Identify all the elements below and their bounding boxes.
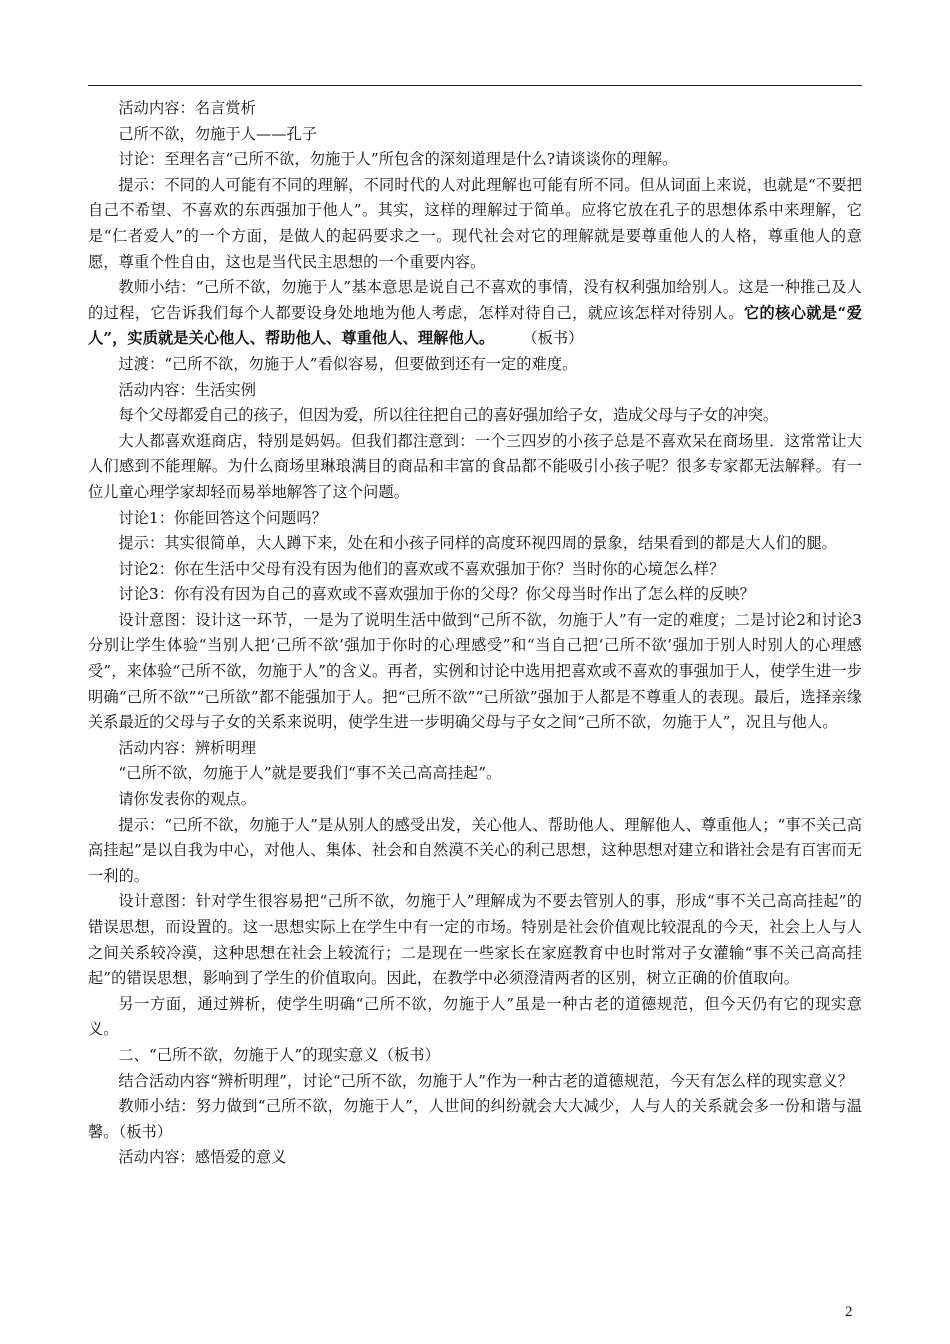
- paragraph: 过渡：“己所不欲，勿施于人”看似容易，但要做到还有一定的难度。: [118, 354, 578, 373]
- paragraph: 讨论：至理名言“己所不欲，勿施于人”所包含的深刻道理是什么?请谈谈你的理解。: [118, 150, 678, 169]
- body-text: [88, 96, 862, 1171]
- paragraph: 提示：“己所不欲，勿施于人”是从别人的感受出发，关心他人、帮助他人、理解他人、尊重他人；“事不关己高高挂起”是以自我为中心，对他人、集体、社会和自然漠不关心的利己思想，这种思想对建立和谐社会是有百害而无一利的。: [88, 815, 862, 885]
- paragraph-text: 教师小结：“己所不欲，勿施于人”基本意思是说自己不喜欢的事情，没有权利强加给别人。这是一种推己及人的过程，它告诉我们每个人都要设身处地地为他人考虑，怎样对待自己，就应该怎样对待别人。: [88, 278, 862, 322]
- page-number: 2: [845, 1304, 853, 1320]
- section-heading: 二、“己所不欲，勿施于人”的现实意义（板书）: [118, 1045, 440, 1064]
- paragraph: 活动内容：辨析明理: [118, 738, 256, 757]
- paragraph: 请你发表你的观点。: [118, 790, 256, 809]
- board-note: （板书）: [522, 329, 584, 348]
- paragraph: 活动内容：名言赏析: [118, 99, 256, 117]
- paragraph: 每个父母都爱自己的孩子，但因为爱，所以往往把自己的喜好强加给子女，造成父母与子女的冲突。: [118, 406, 778, 425]
- bold-summary: 它的核心就是“爱人”，实质就是关心他人、帮助他人、尊重他人、理解他人。: [88, 303, 862, 348]
- paragraph: 活动内容：生活实例: [118, 380, 256, 399]
- paragraph: 大人都喜欢逛商店，特别是妈妈。但我们都注意到：一个三四岁的小孩子总是不喜欢呆在商场里．这常常让大人们感到不能理解。为什么商场里琳琅满目的商品和丰富的食品都不能吸引小孩子呢？很多专家都无法解释。有一位儿童心理学家却轻而易举地解答了这个问题。: [88, 431, 862, 501]
- paragraph: 另一方面，通过辨析，使学生明确“己所不欲，勿施于人”虽是一种古老的道德规范，但今天仍有它的现实意义。: [88, 994, 862, 1039]
- paragraph: 讨论1：你能回答这个问题吗？: [118, 508, 327, 527]
- paragraph: 教师小结：努力做到“己所不欲，勿施于人”，人世间的纠纷就会大大减少，人与人的关系就会多一份和谐与温馨。（板书）: [88, 1097, 862, 1141]
- paragraph: “己所不欲，勿施于人”就是要我们“事不关己高高挂起”。: [118, 764, 502, 783]
- paragraph: 结合活动内容“辨析明理”，讨论“己所不欲，勿施于人”作为一种古老的道德规范，今天有怎么样的现实意义？: [118, 1071, 854, 1090]
- paragraph: 设计意图：设计这一环节，一是为了说明生活中做到“己所不欲，勿施于人”有一定的难度；二是讨论2和讨论3分别让学生体验“当别人把‘己所不欲’强加于你时的心理感受”和“当自己把‘己所不欲’强加于别人时别人的心理感受”，来体验“己所不欲，勿施于人”的含义。再者，实例和讨论中选用把喜欢或不喜欢的事强加于人，使学生进一步明确“己所不欲”“己所欲”都不能强加于人。把“己所不欲”“己所欲”强加于人都是不尊重人的表现。最后，选择亲缘关系最近的父母与子女的关系来说明，使学生进一步明确父母与子女之间“己所不欲，勿施于人”，况且与他人。: [88, 610, 862, 732]
- paragraph: 讨论3：你有没有因为自己的喜欢或不喜欢强加于你的父母？你父母当时作出了怎么样的反映？: [118, 585, 755, 604]
- paragraph: 提示：其实很简单，大人蹲下来，处在和小孩子同样的高度环视四周的景象，结果看到的都是大人们的腿。: [118, 534, 837, 553]
- paragraph: 设计意图：针对学生很容易把“己所不欲，勿施于人”理解成为不要去管别人的事，形成“事不关己高高挂起”的错误思想，而设置的。这一思想实际上在学生中有一定的市场。特别是社会价值观比较混乱的今天，社会上人与人之间关系较冷漠，这种思想在社会上较流行；二是现在一些家长在家庭教育中也时常对子女灌输“事不关己高高挂起”的错误思想，影响到了学生的价值取向。因此，在教学中必须澄清两者的区别，树立正确的价值取向。: [88, 892, 862, 988]
- paragraph: 己所不欲，勿施于人——孔子: [118, 124, 318, 143]
- header-rule: [88, 85, 862, 86]
- paragraph: 活动内容：感悟爱的意义: [118, 1148, 287, 1167]
- paragraph: [88, 275, 862, 352]
- paragraph: 讨论2：你在生活中父母有没有因为他们的喜欢或不喜欢强加于你？当时你的心境怎么样？: [118, 559, 725, 578]
- paragraph: 提示：不同的人可能有不同的理解，不同时代的人对此理解也可能有所不同。但从词面上来说，也就是“不要把自己不希望、不喜欢的东西强加于他人”。其实，这样的理解过于简单。应将它放在孔子的思想体系中来理解，它是“仁者爱人”的一个方面，是做人的起码要求之一。现代社会对它的理解就是要尊重他人的人格，尊重他人的意愿，尊重个性自由，这也是当代民主思想的一个重要内容。: [88, 175, 862, 271]
